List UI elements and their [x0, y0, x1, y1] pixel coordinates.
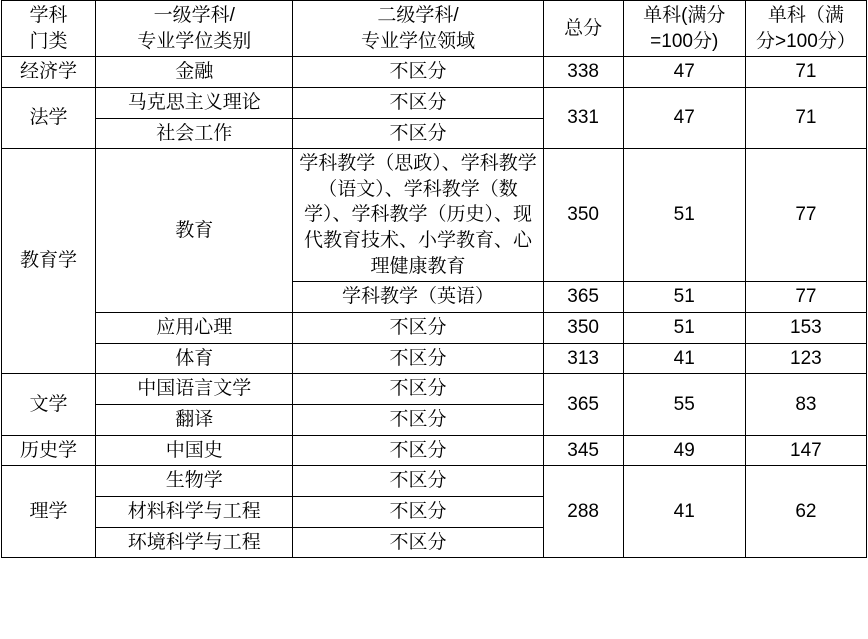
header-total-score: 总分 — [543, 1, 623, 57]
cell-first-level-discipline: 生物学 — [96, 466, 293, 497]
cell-single-subject-over-100: 71 — [745, 57, 866, 88]
header-single-subject-100-line: =100分) — [650, 30, 719, 52]
cell-first-level-discipline: 应用心理 — [96, 313, 293, 344]
cell-second-level-discipline: 不区分 — [293, 496, 543, 527]
table-row — [2, 435, 867, 466]
header-discipline-category-line: 学科 — [29, 5, 68, 26]
table-row — [2, 57, 867, 88]
table-row — [2, 149, 867, 282]
header-single-subject-100-line: 单科(满分 — [643, 5, 726, 26]
header-first-level-discipline-line: 一级学科/ — [153, 5, 235, 26]
cell-single-subject-100: 41 — [623, 343, 745, 374]
cell-first-level-discipline: 中国语言文学 — [96, 374, 293, 405]
cell-first-level-discipline: 社会工作 — [96, 118, 293, 149]
cell-second-level-discipline: 不区分 — [293, 466, 543, 497]
header-single-subject-over-100 — [745, 1, 866, 57]
cell-first-level-discipline: 体育 — [96, 343, 293, 374]
cell-second-level-discipline: 不区分 — [293, 313, 543, 344]
cell-discipline-category: 法学 — [2, 87, 96, 148]
cell-first-level-discipline: 材料科学与工程 — [96, 496, 293, 527]
header-second-level-discipline-line: 二级学科/ — [377, 5, 459, 26]
cell-single-subject-100: 41 — [623, 466, 745, 558]
cell-second-level-discipline: 不区分 — [293, 343, 543, 374]
cell-discipline-category: 历史学 — [2, 435, 96, 466]
cell-total-score: 338 — [543, 57, 623, 88]
table-row — [2, 87, 867, 118]
cell-total-score: 350 — [543, 313, 623, 344]
cell-first-level-discipline: 翻译 — [96, 404, 293, 435]
cell-single-subject-over-100: 147 — [745, 435, 866, 466]
header-discipline-category-line: 门类 — [29, 30, 68, 52]
header-single-subject-over-100-line: 分>100分） — [756, 30, 856, 52]
cell-first-level-discipline: 金融 — [96, 57, 293, 88]
cell-second-level-discipline: 不区分 — [293, 118, 543, 149]
cell-single-subject-100: 47 — [623, 87, 745, 148]
cell-first-level-discipline: 教育 — [96, 149, 293, 313]
cell-first-level-discipline: 马克思主义理论 — [96, 87, 293, 118]
cell-single-subject-100: 49 — [623, 435, 745, 466]
header-discipline-category — [2, 1, 96, 57]
cell-total-score: 288 — [543, 466, 623, 558]
cell-discipline-category: 文学 — [2, 374, 96, 435]
cell-total-score: 365 — [543, 374, 623, 435]
header-second-level-discipline-line: 专业学位领域 — [360, 30, 475, 52]
cell-second-level-discipline: 不区分 — [293, 87, 543, 118]
cell-single-subject-100: 47 — [623, 57, 745, 88]
cell-single-subject-100: 55 — [623, 374, 745, 435]
table-row — [2, 313, 867, 344]
header-single-subject-over-100-line: 单科（满 — [767, 5, 844, 26]
cell-first-level-discipline: 环境科学与工程 — [96, 527, 293, 558]
admission-score-table — [1, 0, 867, 558]
cell-total-score: 345 — [543, 435, 623, 466]
cell-second-level-discipline: 学科教学（思政）、学科教学（语文）、学科教学（数学）、学科教学（历史）、现代教育技术、小学教育、心理健康教育 — [293, 149, 543, 282]
cell-single-subject-over-100: 83 — [745, 374, 866, 435]
cell-discipline-category: 经济学 — [2, 57, 96, 88]
cell-single-subject-over-100: 71 — [745, 87, 866, 148]
cell-single-subject-over-100: 62 — [745, 466, 866, 558]
cell-single-subject-over-100: 77 — [745, 282, 866, 313]
cell-second-level-discipline: 学科教学（英语） — [293, 282, 543, 313]
cell-single-subject-over-100: 77 — [745, 149, 866, 282]
cell-total-score: 365 — [543, 282, 623, 313]
cell-single-subject-100: 51 — [623, 313, 745, 344]
cell-discipline-category: 理学 — [2, 466, 96, 558]
header-first-level-discipline-line: 专业学位类别 — [137, 30, 252, 52]
cell-second-level-discipline: 不区分 — [293, 404, 543, 435]
header-first-level-discipline — [96, 1, 293, 57]
table-header-row — [2, 1, 867, 57]
cell-total-score: 331 — [543, 87, 623, 148]
cell-second-level-discipline: 不区分 — [293, 374, 543, 405]
cell-total-score: 350 — [543, 149, 623, 282]
cell-single-subject-100: 51 — [623, 149, 745, 282]
table-row — [2, 343, 867, 374]
cell-total-score: 313 — [543, 343, 623, 374]
cell-single-subject-over-100: 153 — [745, 313, 866, 344]
cell-single-subject-100: 51 — [623, 282, 745, 313]
cell-second-level-discipline: 不区分 — [293, 57, 543, 88]
cell-second-level-discipline: 不区分 — [293, 527, 543, 558]
cell-first-level-discipline: 中国史 — [96, 435, 293, 466]
cell-single-subject-over-100: 123 — [745, 343, 866, 374]
table-row — [2, 374, 867, 405]
table-row — [2, 466, 867, 497]
header-single-subject-100 — [623, 1, 745, 57]
header-second-level-discipline — [293, 1, 543, 57]
cell-discipline-category: 教育学 — [2, 149, 96, 374]
cell-second-level-discipline: 不区分 — [293, 435, 543, 466]
